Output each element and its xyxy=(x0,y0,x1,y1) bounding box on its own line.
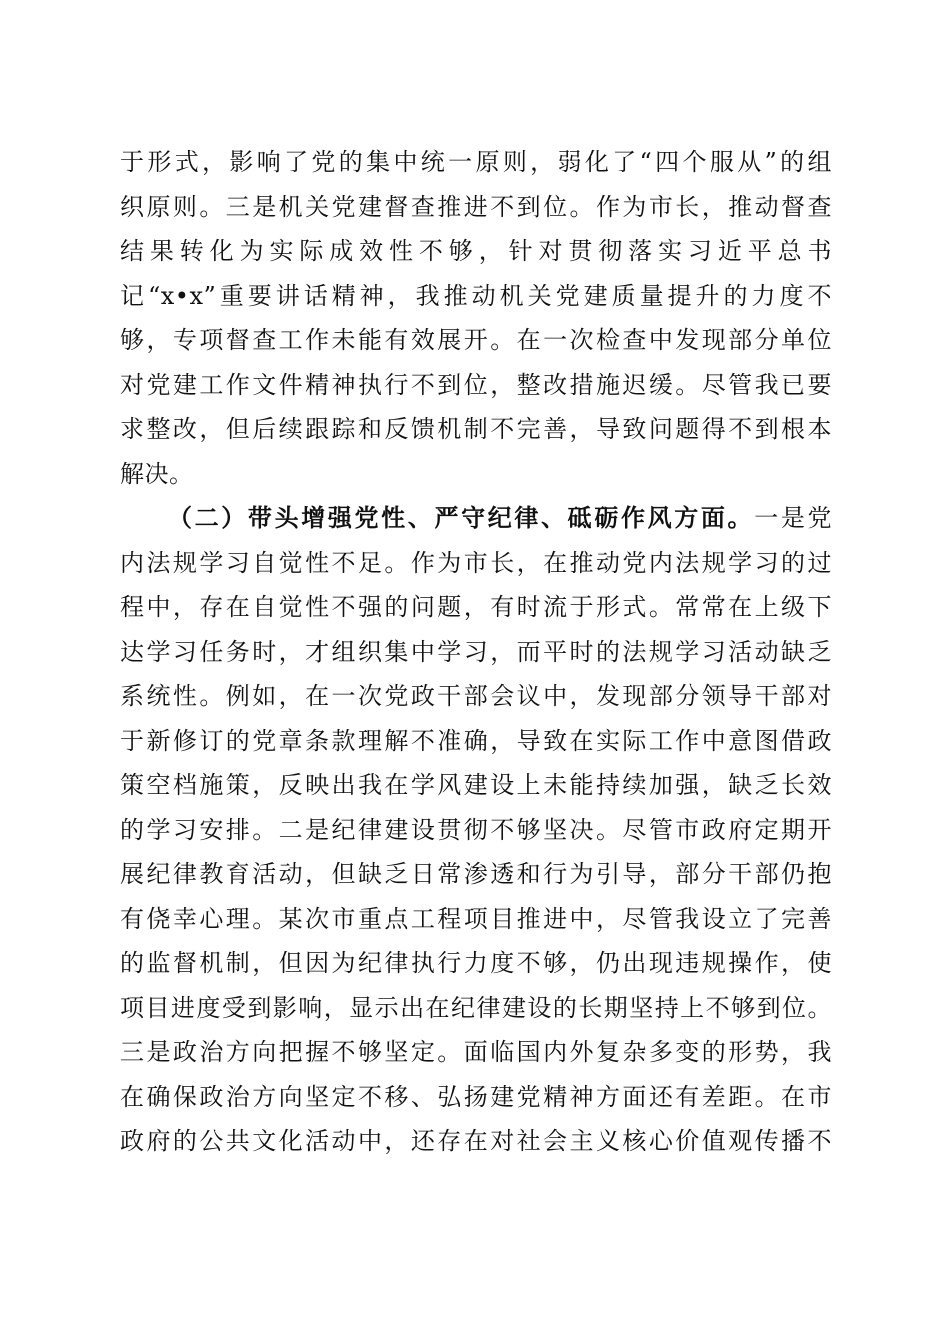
text-segment: 策空档施策，反映出我在学风建设上未能持续加强，缺乏长效 xyxy=(120,771,832,799)
text-segment: 在确保政治方向坚定不移、弘扬建党精神方面还有差距。在市 xyxy=(120,1082,832,1111)
text-line xyxy=(120,496,832,541)
text-segment: 展纪律教育活动，但缺乏日常渗透和行为引导，部分干部仍抱 xyxy=(120,860,832,888)
text-line xyxy=(120,986,832,1031)
text-line xyxy=(120,852,832,897)
text-segment: 解决。 xyxy=(120,459,194,488)
text-line xyxy=(120,1030,832,1075)
text-line xyxy=(120,318,832,363)
text-line xyxy=(120,585,832,630)
text-segment: 织原则。三是机关党建督查推进不到位。作为市长，推动督查 xyxy=(120,192,832,221)
text-line xyxy=(120,541,832,586)
section-heading: （二）带头增强党性、严守纪律、砥砺作风方面。 xyxy=(168,503,755,532)
text-segment: 求整改，但后续跟踪和反馈机制不完善，导致问题得不到根本 xyxy=(120,415,832,443)
text-line xyxy=(120,1119,832,1164)
text-line xyxy=(120,407,832,452)
text-segment: 有侥幸心理。某次市重点工程项目推进中，尽管我设立了完善 xyxy=(120,904,832,933)
text-segment: 内法规学习自觉性不足。作为市长，在推动党内法规学习的过 xyxy=(120,548,832,577)
text-line xyxy=(120,674,832,719)
text-line xyxy=(120,1075,832,1120)
text-segment: 达学习任务时，才组织集中学习，而平时的法规学习活动缺乏 xyxy=(120,637,832,666)
text-line xyxy=(120,452,832,497)
text-segment: 一是党 xyxy=(754,504,833,532)
text-segment: 的监督机制，但因为纪律执行力度不够，仍出现违规操作，使 xyxy=(120,949,832,977)
text-segment: 的学习安排。二是纪律建设贯彻不够坚决。尽管市政府定期开 xyxy=(120,815,832,844)
text-line xyxy=(120,941,832,986)
text-segment: 对党建工作文件精神执行不到位，整改措施迟缓。尽管我已要 xyxy=(120,370,832,399)
text-segment: 结果转化为实际成效性不够，针对贯彻落实习近平总书 xyxy=(120,237,832,265)
text-segment: 记“x•x”重要讲话精神，我推动机关党建质量提升的力度不 xyxy=(120,281,832,310)
text-line xyxy=(120,808,832,853)
text-line xyxy=(120,229,832,274)
text-segment: 政府的公共文化活动中，还存在对社会主义核心价值观传播不 xyxy=(120,1127,832,1155)
text-line xyxy=(120,185,832,230)
text-segment: 于新修订的党章条款理解不准确，导致在实际工作中意图借政 xyxy=(120,726,832,755)
text-segment: 系统性。例如，在一次党政干部会议中，发现部分领导干部对 xyxy=(120,682,832,710)
text-line xyxy=(120,274,832,319)
text-segment: 够，专项督查工作未能有效展开。在一次检查中发现部分单位 xyxy=(120,326,832,354)
text-segment: 三是政治方向把握不够坚定。面临国内外复杂多变的形势，我 xyxy=(120,1038,832,1066)
body-text xyxy=(120,140,832,1164)
text-line xyxy=(120,363,832,408)
text-line xyxy=(120,897,832,942)
text-segment: 程中，存在自觉性不强的问题，有时流于形式。常常在上级下 xyxy=(120,593,832,621)
text-segment: 项目进度受到影响，显示出在纪律建设的长期坚持上不够到位。 xyxy=(120,993,832,1022)
text-line xyxy=(120,140,832,185)
text-segment: 于形式，影响了党的集中统一原则，弱化了“四个服从”的组 xyxy=(120,148,832,176)
text-line xyxy=(120,630,832,675)
text-line xyxy=(120,763,832,808)
text-line xyxy=(120,719,832,764)
